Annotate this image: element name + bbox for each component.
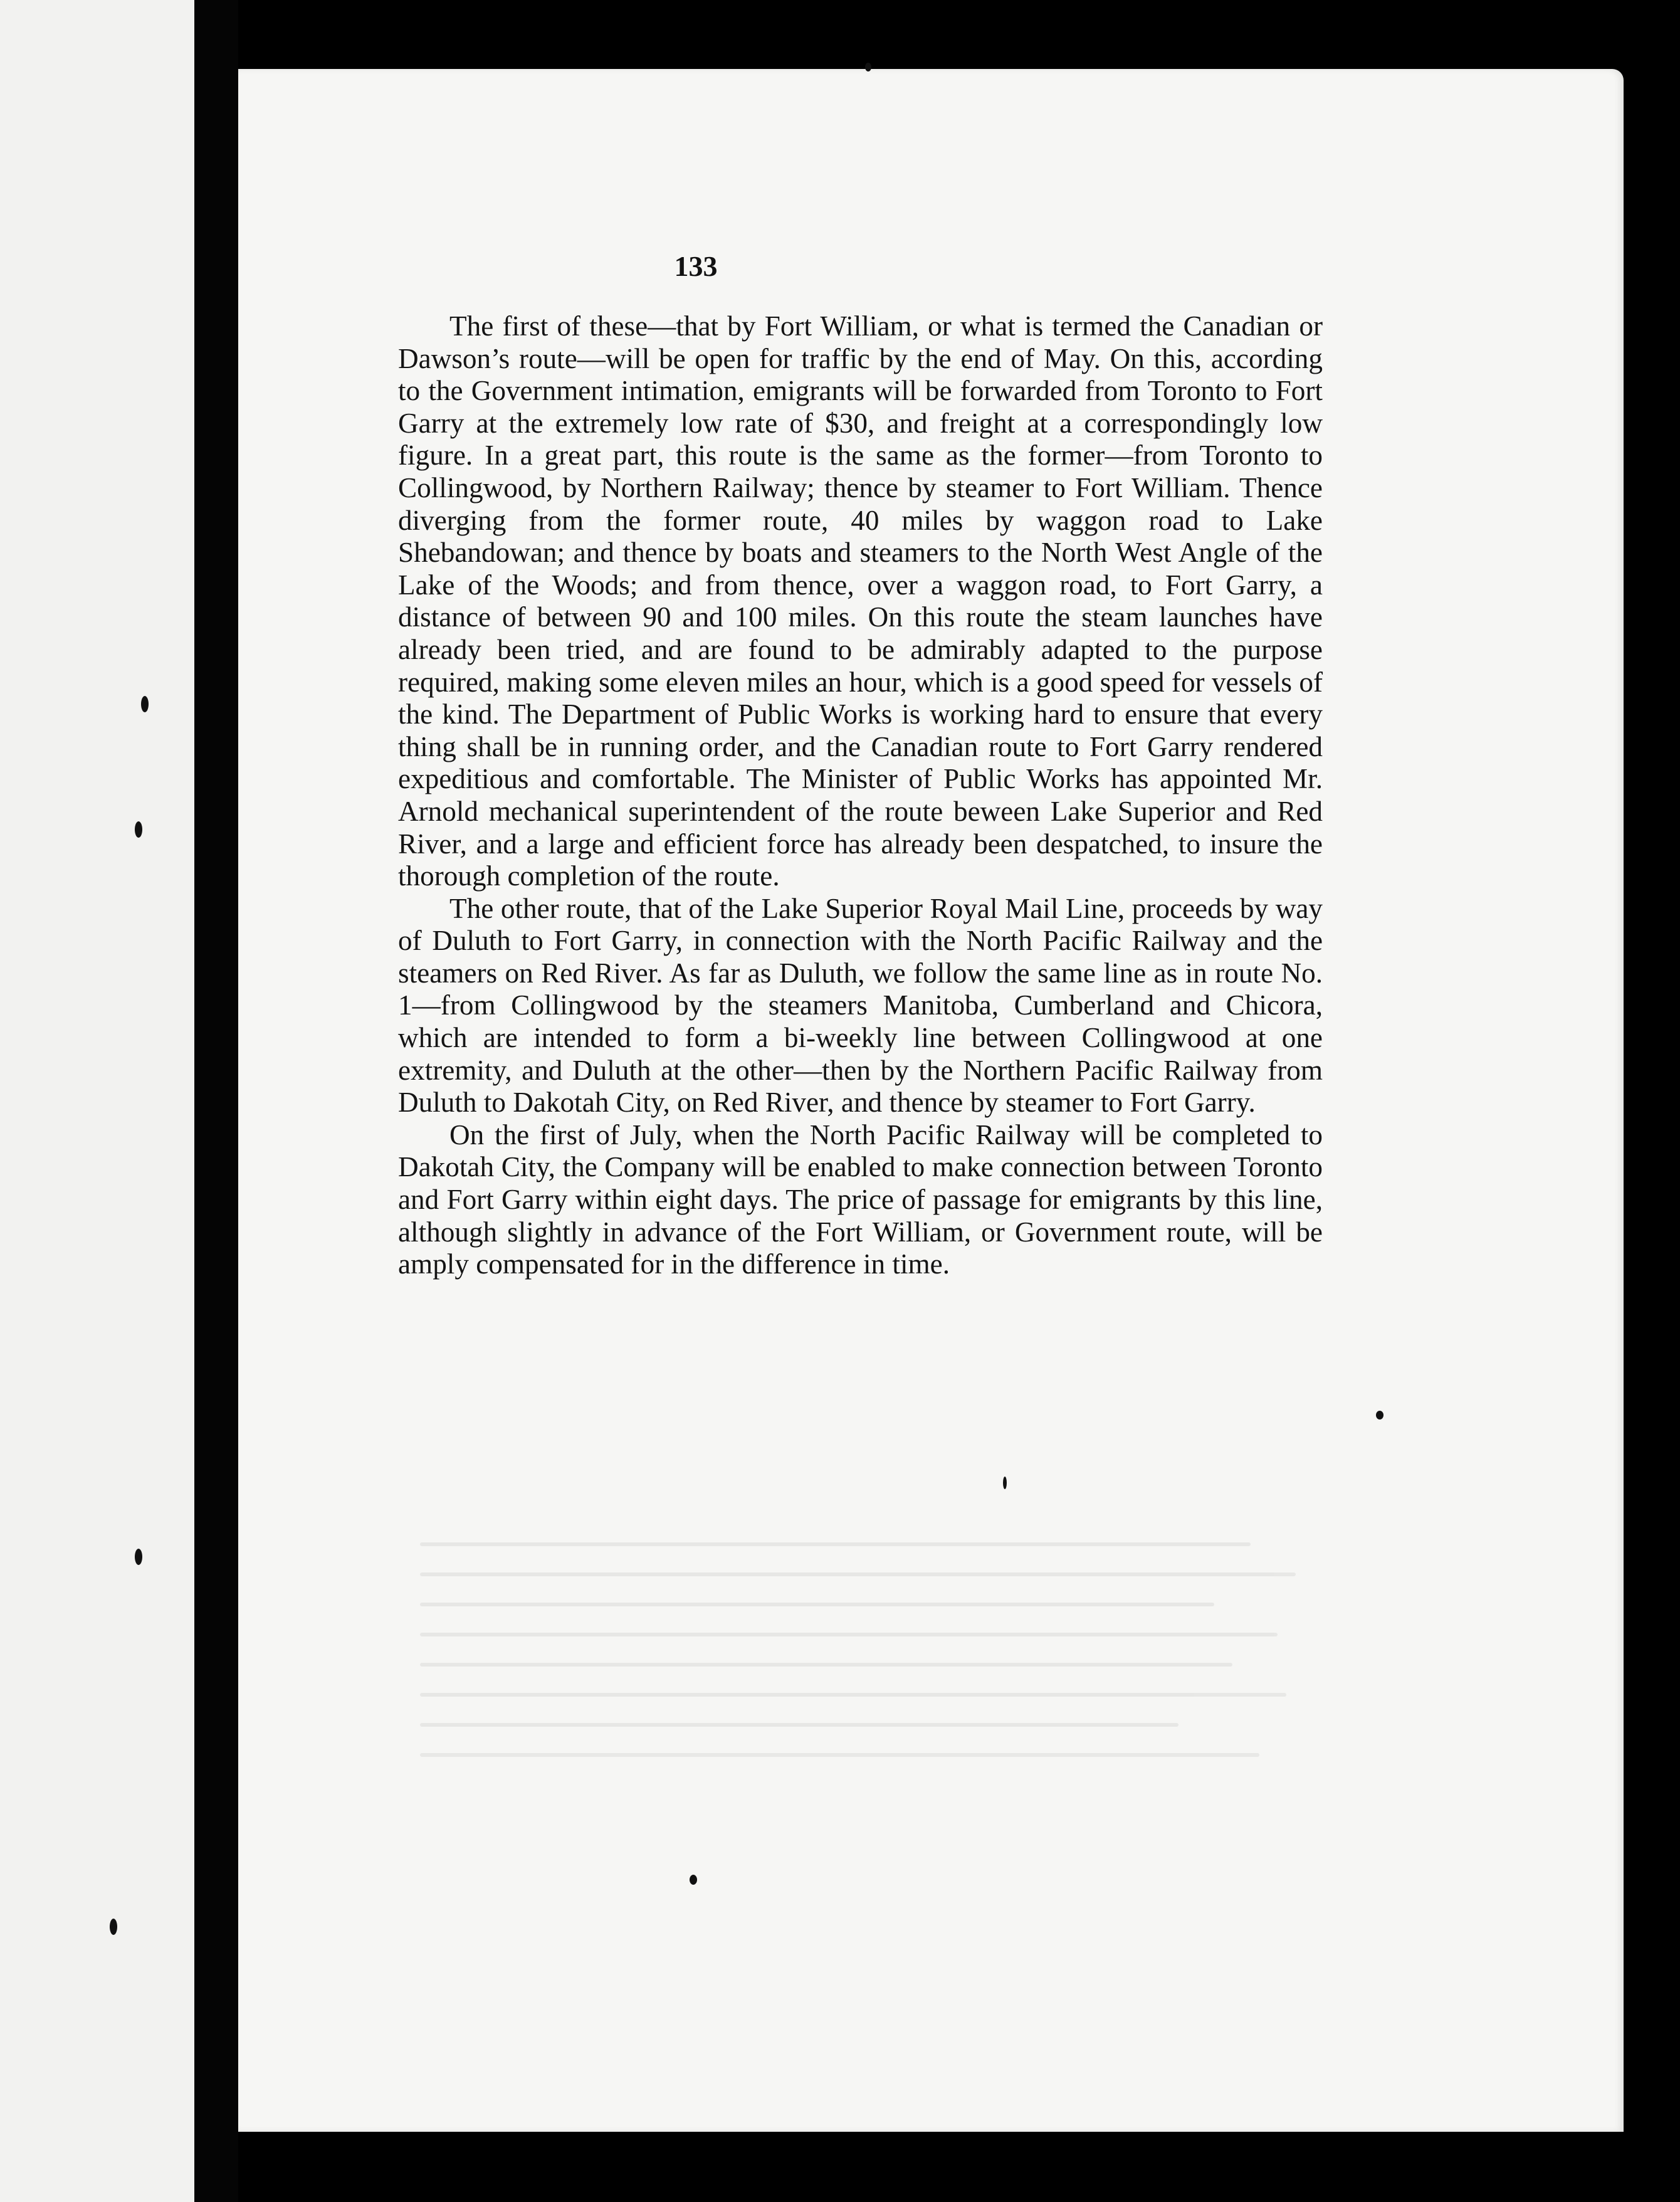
speck — [865, 63, 871, 71]
speck — [1003, 1477, 1007, 1489]
margin-speck — [141, 696, 149, 712]
margin-speck — [110, 1919, 117, 1935]
margin-speck — [135, 1549, 142, 1565]
book-gutter — [194, 0, 238, 2202]
speck — [690, 1875, 697, 1885]
scanned-page — [238, 69, 1624, 2132]
speck — [1376, 1411, 1383, 1420]
bleed-through-text — [420, 1542, 1323, 1825]
previous-page-edge — [0, 0, 194, 2202]
paragraph: The first of these—that by Fort William, or what is termed the Canadian or Dawson’s route—will be open for traffic by the end of May. On this, according to the Government intimation, emigrants will be forwarded from Toronto to Fort Garry at the extremely low rate of $30, and freight at a correspondingly low figure. In a great part, this route is the same as the former—from Toronto to Collingwood, by Northern Railway; thence by steamer to Fort William. Thence diverging from the former route, 40 miles by waggon road to Lake Shebandowan; and thence by boats and steamers to the North West Angle of the Lake of the Woods; and from thence, over a waggon road, to Fort Garry, a distance of between 90 and 100 miles. On this route the steam launches have already been tried, and are found to be admirably adapted to the purpose required, making some eleven miles an hour, which is a good speed for vessels of the kind. The Department of Public Works is working hard to ensure that every thing shall be in running order, and the Canadian route to Fort Garry rendered expeditious and comfortable. The Minister of Public Works has appointed Mr. Arnold mechanical superintendent of the route beween Lake Superior and Red River, and a large and efficient force has already been despatched, to insure the thorough completion of the route. — [398, 310, 1323, 892]
margin-speck — [135, 821, 142, 838]
paragraph: The other route, that of the Lake Superior Royal Mail Line, proceeds by way of Duluth to Fort Garry, in connection with the North Pacific Railway and the steamers on Red River. As far as Duluth, we follow the same line as in route No. 1—from Collingwood by the steamers Manitoba, Cumberland and Chicora, which are intended to form a bi-weekly line between Collingwood at one extremity, and Duluth at the other—then by the Northern Pacific Railway from Duluth to Dakotah City, on Red River, and thence by steamer to Fort Garry. — [398, 892, 1323, 1119]
body-text — [398, 310, 1323, 1281]
page-number: 133 — [674, 250, 718, 282]
paragraph: On the first of July, when the North Pacific Railway will be completed to Dakotah City, the Company will be enabled to make connection between Toronto and Fort Garry within eight days. The price of passage for emigrants by this line, although slightly in advance of the Fort William, or Government route, will be amply compensated for in the difference in time. — [398, 1119, 1323, 1280]
